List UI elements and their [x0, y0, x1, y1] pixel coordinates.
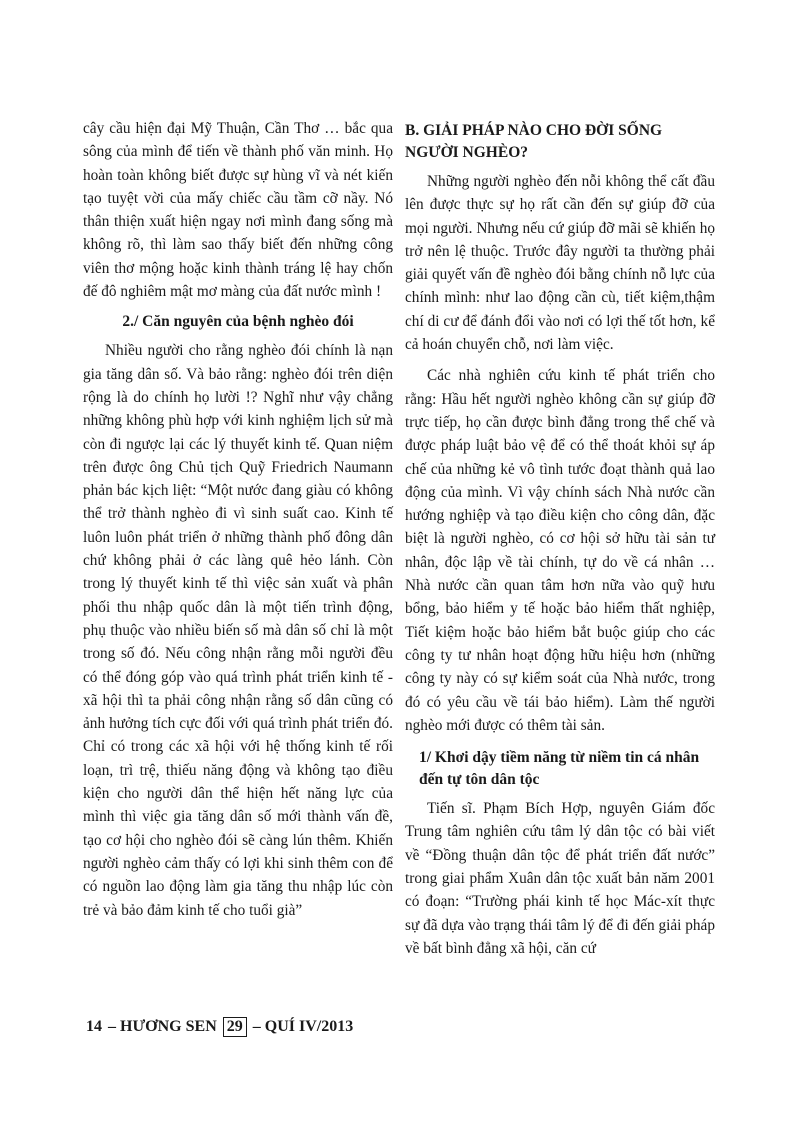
section-heading-2: 2./ Căn nguyên của bệnh nghèo đói — [122, 313, 354, 331]
subsection-heading-1: 1/ Khơi dậy tiềm năng từ niềm tin cá nhân đến tự tôn dân tộc — [419, 749, 700, 789]
continued-paragraph: cây cầu hiện đại Mỹ Thuận, Cần Thơ … bắc qua sông của mình để tiến về thành phố văn minh. Họ hoàn toàn không biết được sự hùng vĩ và nét kiến tạo tuyệt vời của mấy chiếc cầu tầm cỡ nầy. Nó thân thiện xuất hiện ngay nơi mình đang sống mà không rõ, thì làm sao thấy biết đến những công viên thơ mộng hoặc kinh thành tráng lệ hay chốn đế đô nghiêm mật mơ màng của đất nước mình ! — [83, 120, 393, 301]
section-heading-b: B. GIẢI PHÁP NÀO CHO ĐỜI SỐNG NGƯỜI NGHÈO? — [405, 122, 663, 161]
publication-date: – QUÍ IV/2013 — [252, 1018, 354, 1035]
right-paragraph-3: Tiến sĩ. Phạm Bích Hợp, nguyên Giám đốc Trung tâm nghiên cứu tâm lý dân tộc có bài viết về “Đồng thuận dân tộc để phát triển đất nước” trong giai phẩm Xuân dân tộc xuất bản năm 2001 có đoạn: “Trường phái kinh tế học Mác-xít thực sự đã dựa vào trạng thái tâm lý để đi đến giải pháp về bất bình đẳng xã hội, căn cứ — [405, 800, 715, 957]
right-paragraph-2: Các nhà nghiên cứu kinh tế phát triển cho rằng: Hầu hết người nghèo không cần sự giúp đỡ trực tiếp, họ cần được bình đẳng trong thể chế và được pháp luật bảo vệ để có thể thoát khỏi sự áp chế của những kẻ vô tình tước đoạt thành quả lao động của mình. Vì vậy chính sách Nhà nước cần hướng nghiệp và tạo điều kiện cho công dân, đặc biệt là người nghèo, có cơ hội sở hữu tài sản tư nhân, độc lập về tài chính, tự do về cá nhân … Nhà nước cần quan tâm hơn nữa vào quỹ hưu bổng, bảo hiểm y tế hoặc bảo hiểm thất nghiệp, Tiết kiệm hoặc bảo hiểm bắt buộc giúp cho các công ty tư nhân hoạt động hữu hiệu hơn (những công ty này có sự kiểm soát của Nhà nước, trong đó có yêu cầu về tái bảo hiểm). Làm thế người nghèo mới được có thêm tài sản. — [405, 367, 715, 734]
page-number: 14 — [86, 1018, 102, 1035]
left-column — [83, 117, 393, 922]
issue-number-box: 29 — [223, 1017, 247, 1037]
page-footer — [86, 1017, 353, 1037]
left-paragraph-1: Nhiều người cho rằng nghèo đói chính là nạn gia tăng dân số. Và bảo rằng: nghèo đói trên diện rộng là do chính họ lười !? Nghĩ như vậy chẳng những không phù hợp với kinh nghiệm lịch sử mà còn đi ngược lại các lý thuyết kinh tế. Quan niệm trên được ông Chủ tịch Quỹ Friedrich Naumann phản bác kịch liệt: “Một nước đang giàu có không thể trở thành nghèo đi vì sinh suất cao. Kinh tế luôn luôn phát triển ở những thành phố đông dân chứ không phải ở các làng quê hẻo lánh. Còn trong lý thuyết kinh tế thì việc sản xuất và phân phối thu nhập quốc dân là một tiến trình động, phụ thuộc vào nhiều biến số mà dân số chỉ là một trong số đó. Nếu công nhận rằng mỗi người đều có thể đóng góp vào quá trình phát triển kinh tế - xã hội thì ta phải công nhận rằng số dân cũng có ảnh hưởng tích cực đối với quá trình phát triển đó. Chỉ có trong các xã hội với hệ thống kinh tế rối loạn, trì trệ, thiếu năng động và không tạo điều kiện cho người dân thể hiện hết năng lực của mình thì việc gia tăng dân số mới thành vấn đề, tạo cơ hội cho nghèo đói sẽ càng lún thêm. Khiến người nghèo cảm thấy có lợi khi sinh thêm con để có nguồn lao động làm gia tăng thu nhập lúc còn trẻ và bảo đảm kinh tế cho tuổi già” — [83, 342, 393, 919]
publication-name: – HƯƠNG SEN — [108, 1018, 217, 1035]
right-column — [405, 120, 715, 960]
right-paragraph-1: Những người nghèo đến nỗi không thể cất đầu lên được thực sự họ rất cần đến sự giúp đỡ của mọi người. Nhưng nếu cứ giúp đỡ mãi sẽ khiến họ trở nên lệ thuộc. Trước đây người ta thường phải giải quyết vấn đề nghèo đói bằng chính nỗ lực của chính mình: như lao động cần cù, tiết kiệm,thậm chí di cư để đánh đổi vào nơi có lợi thế tốt hơn, kể cả hoán chuyển chỗ, nơi làm việc. — [405, 173, 715, 354]
